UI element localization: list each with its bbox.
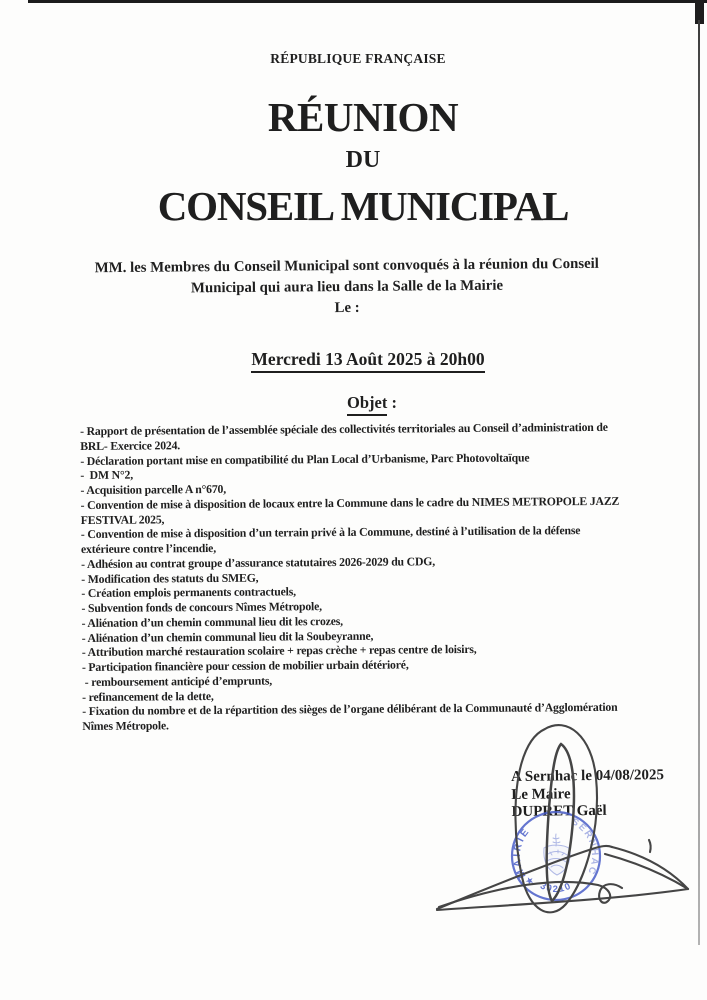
agenda-line: - Participation financière pour cession de mobilier urbain détérioré, [81, 657, 409, 674]
convocation-line2: Municipal qui aura lieu dans la Salle de la Mairie [190, 277, 504, 297]
agenda-line: - DM N°2, [80, 467, 133, 483]
stamp-arc-text-right: SERNHAC [569, 816, 601, 878]
agenda-line: - Acquisition parcelle A n°670, [80, 481, 227, 497]
agenda-line: BRL- Exercice 2024. [80, 437, 181, 453]
convocation-line1: MM. les Membres du Conseil Municipal sont convoqués à la réunion du Conseil [94, 255, 599, 277]
agenda-line: - Convention de mise à disposition d’un terrain privé à la Commune, destiné à l’utilisation de la défense [80, 523, 581, 542]
document-title-line2: DU [345, 147, 381, 173]
stamp-crest-icon [544, 834, 570, 875]
signature-right-curve-lower [605, 854, 688, 889]
convocation-line3: Le : [334, 299, 360, 317]
agenda-line: - Modification des statuts du SMEG, [81, 570, 259, 586]
agenda-line: - Aliénation d’un chemin communal lieu dit la Soubeyranne, [81, 628, 374, 645]
agenda-line: - Convention de mise à disposition de locaux entre la Commune dans le cadre du NIMES METROPOLE JAZZ [80, 493, 620, 512]
agenda-line: FESTIVAL 2025, [80, 511, 165, 527]
agenda-line: - Attribution marché restauration scolaire + repas crèche + repas centre de loisirs, [81, 642, 477, 660]
svg-text:MAIRIE [512, 825, 533, 879]
stamp-arc-text-left: MAIRIE [511, 825, 533, 880]
scan-artifact-top-edge [28, 0, 707, 3]
agenda-list [80, 419, 682, 733]
object-heading [40, 393, 704, 416]
signature-place-date: A Sernhac le 04/08/2025 [511, 767, 665, 785]
document-title-line3: CONSEIL MUNICIPAL [157, 183, 569, 229]
agenda-line: - Subvention fonds de concours Nîmes Métropole, [81, 599, 322, 615]
agenda-line: - Adhésion au contrat groupe d’assurance statutaires 2026-2029 du CDG, [81, 553, 436, 571]
object-colon: : [387, 393, 397, 412]
agenda-line: - Création emplois permanents contractuels, [81, 584, 296, 601]
republic-header: RÉPUBLIQUE FRANÇAISE [270, 51, 446, 66]
svg-text:30210 [538, 880, 573, 895]
agenda-line: extérieure contre l’incendie, [80, 540, 216, 556]
agenda-line: - remboursement anticipé d’emprunts, [81, 673, 273, 689]
svg-text:SERNHAC [570, 816, 601, 877]
agenda-line: - Déclaration portant mise en compatibilité du Plan Local d’Urbanisme, Parc Photovoltaïque [80, 449, 530, 468]
agenda-line: - refinancement de la dette, [82, 688, 214, 704]
stamp-star-icon: ★ [523, 874, 537, 887]
agenda-line: - Fixation du nombre et de la répartition des sièges de l’organe délibérant de la Communauté d’Agglomération [82, 700, 618, 719]
object-label: Objet [347, 393, 387, 416]
signature-right-curve-upper [612, 847, 688, 889]
convocation-paragraph [0, 253, 694, 322]
signature-title: Le Maire [511, 785, 571, 803]
signature-tick-mark [649, 840, 651, 852]
document-title-line1: RÉUNION [267, 94, 459, 140]
agenda-line: - Rapport de présentation de l’assemblée spéciale des collectivités territoriales au Conseil d’administration de [80, 419, 608, 438]
agenda-line: Nîmes Métropole. [82, 718, 169, 733]
mairie-round-stamp-icon [508, 808, 604, 904]
stamp-postal-code: 30210 [538, 880, 574, 896]
signature-name: DUPRET Gaël [511, 802, 607, 820]
agenda-line: - Aliénation d’un chemin communal lieu dit les crozes, [81, 613, 343, 630]
meeting-datetime: Mercredi 13 Août 2025 à 20h00 [30, 349, 706, 373]
